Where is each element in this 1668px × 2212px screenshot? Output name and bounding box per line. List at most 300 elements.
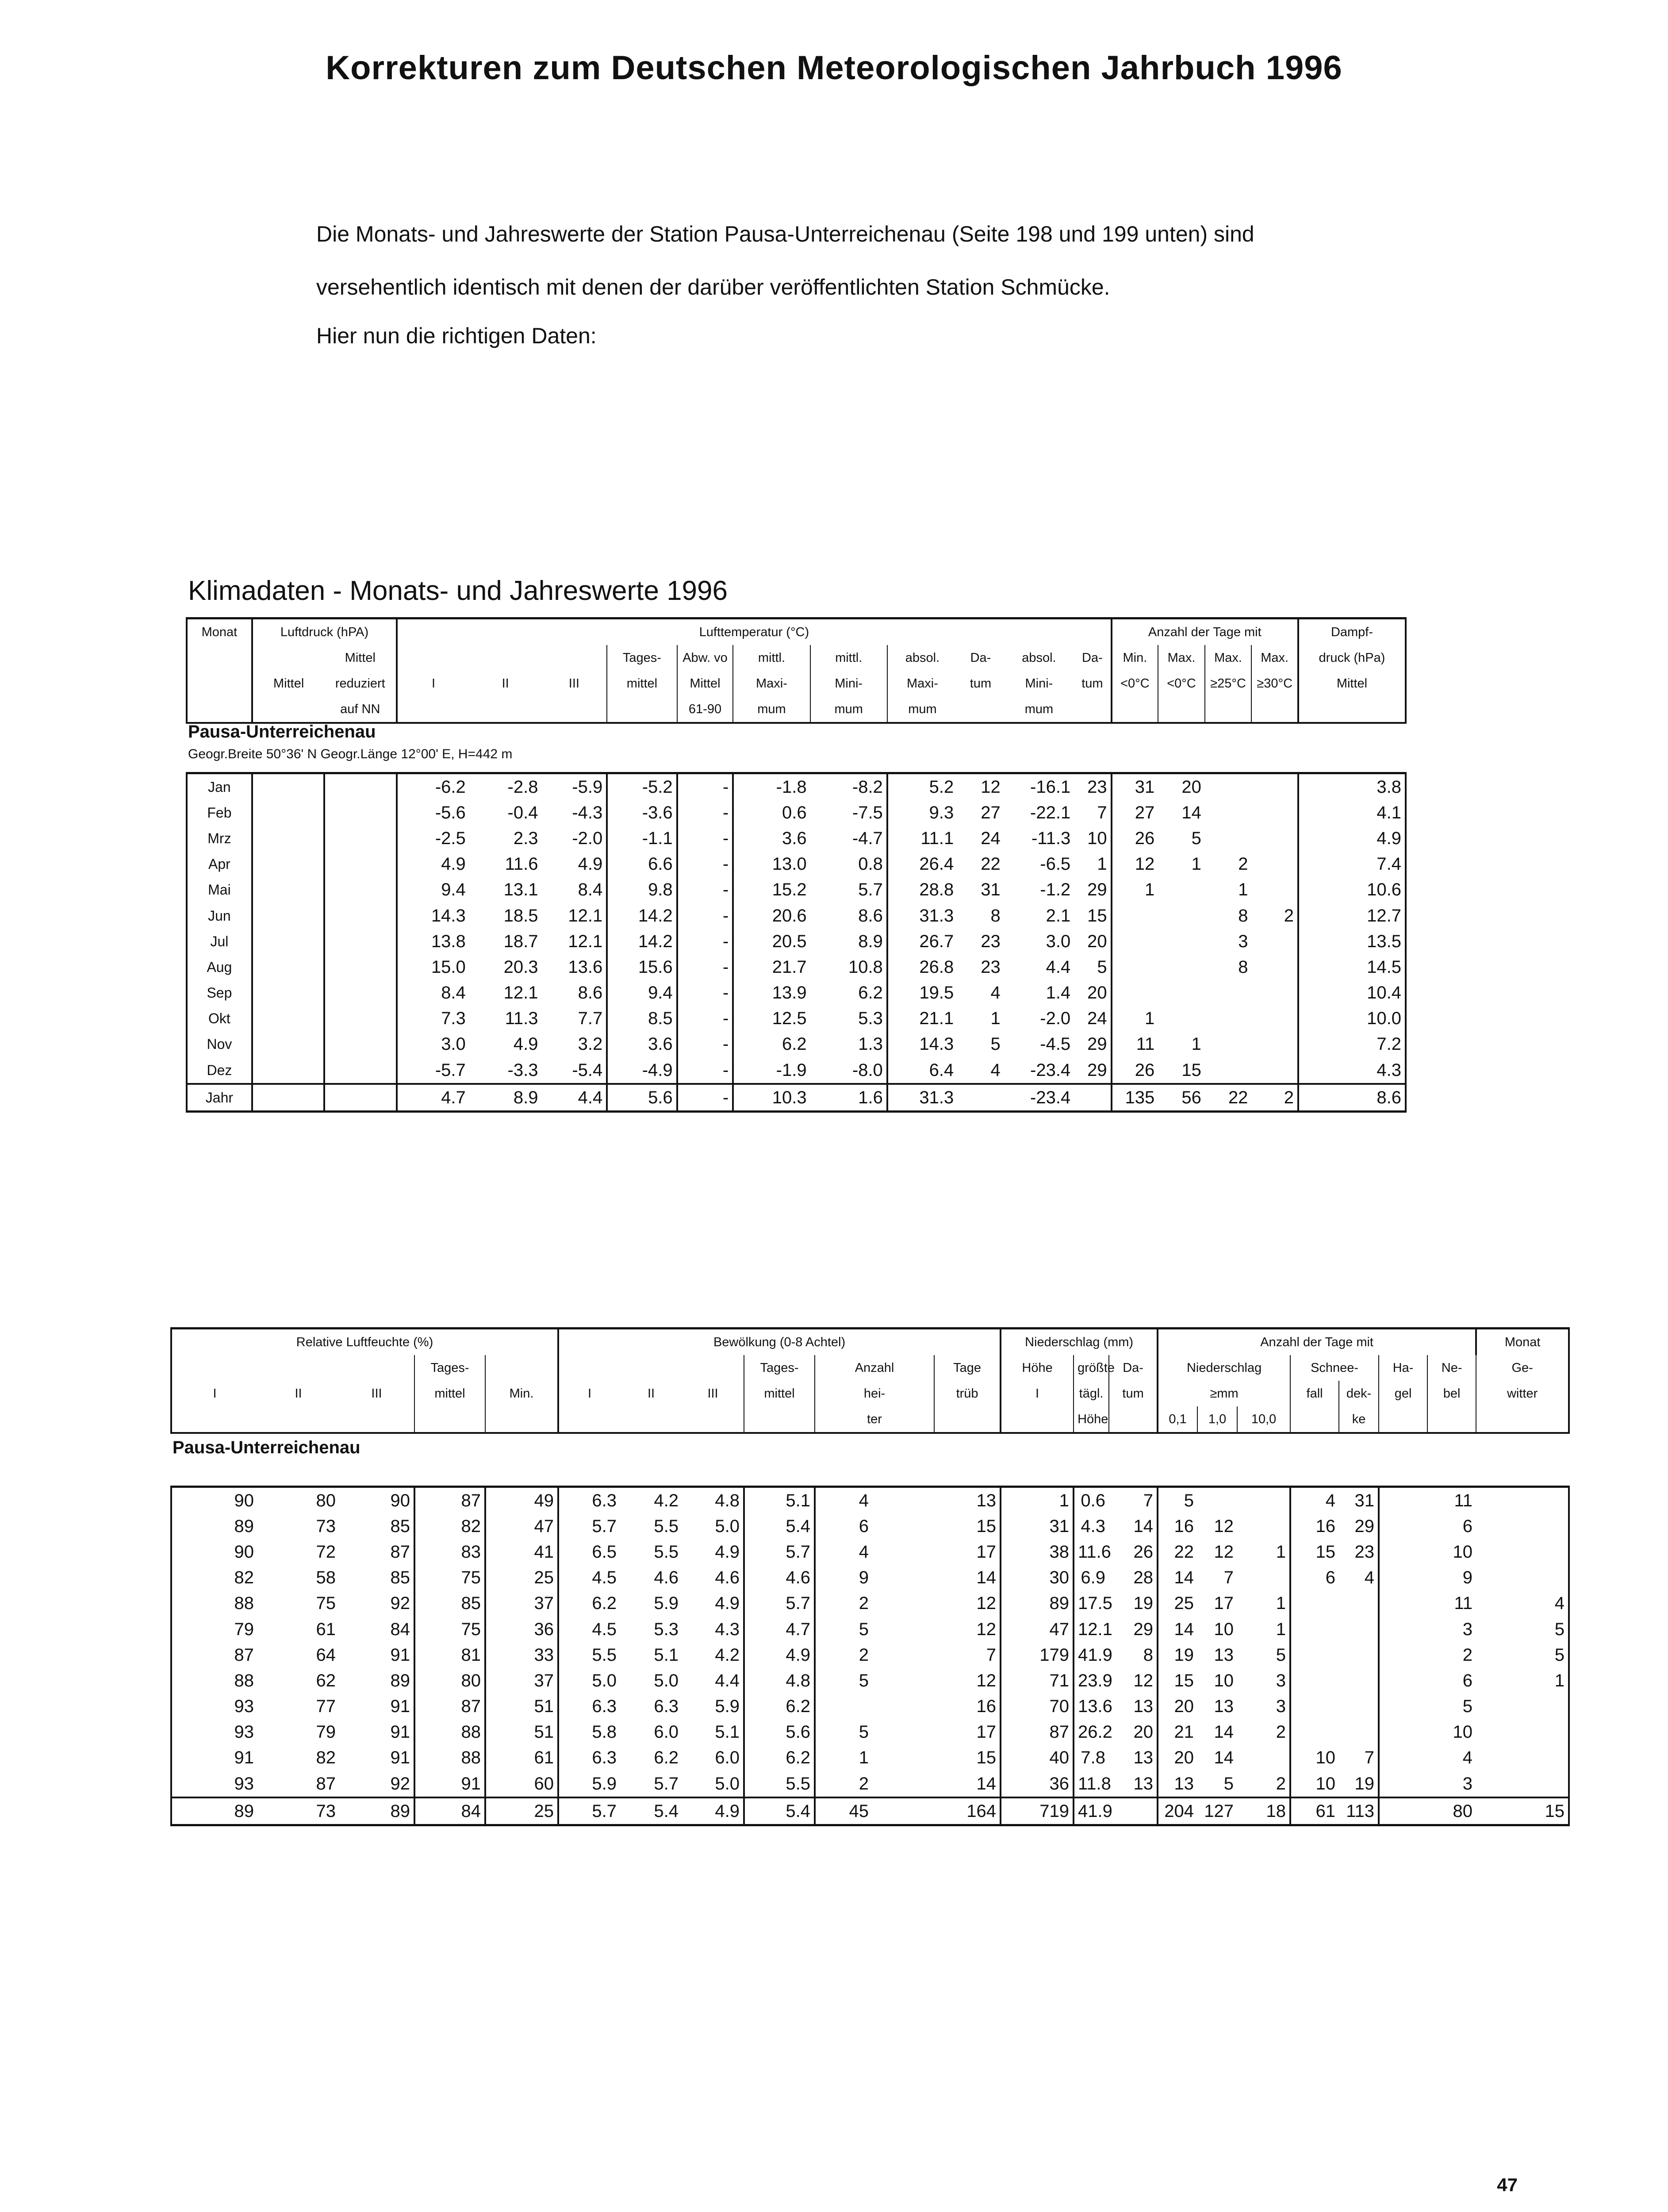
t1-station: Pausa-Unterreichenau [188,722,376,741]
cell-n100: 1 [1237,1539,1290,1565]
cell-sf: 10 [1315,1748,1335,1768]
cell-iii: 3.2 [541,1032,607,1057]
table-row [171,1565,1569,1591]
cell-m: Nov [187,1032,252,1057]
cell-ge [1476,1513,1569,1539]
cell-_x [872,1745,934,1771]
cell-n10: 7 [1223,1568,1234,1588]
table-row [187,1006,1406,1032]
cell-dp: 7.2 [1298,1032,1406,1057]
t1-h-ge30: ≥30°C [1251,671,1298,696]
cell-mn: 60 [485,1771,558,1797]
cell-gr: 23.9 [1078,1671,1112,1690]
cell-sf [1290,1617,1339,1642]
cell-d4 [1251,929,1298,954]
t2-h-witter: witter [1476,1381,1569,1406]
t1-h-i: I [397,671,469,696]
t2-h-bii: II [647,1386,655,1401]
cell-dmx: 24 [981,828,1001,848]
cell-abw: - [677,826,733,851]
t2-h-ge-mm: ≥mm [1158,1381,1290,1406]
table-row [171,1694,1569,1720]
cell-d2: 14 [1181,803,1201,822]
t1-h-monat: Monat [187,618,252,645]
cell-d3 [1205,773,1252,800]
cell-_a [252,852,325,877]
cell-btm: 6.2 [744,1745,815,1771]
cell-amx: 21.1 [919,1009,954,1029]
intro-line-1: Die Monats- und Jahreswerte der Station Pausa-Unterreichenau (Seite 198 und 199 unten) sind [316,222,1254,246]
cell-amn: -4.5 [1040,1034,1071,1054]
cell-sd [1339,1591,1379,1617]
cell-tm: -5.2 [607,773,677,800]
cell-tr: 13 [934,1487,1001,1514]
cell-dmn: 20 [1074,929,1111,954]
cell-i: -5.7 [435,1060,466,1080]
t1-h-abw: Abw. vo [677,645,733,671]
t1-h-da1: Da- [970,650,991,665]
cell-n01: 13 [1174,1774,1194,1793]
cell-_a [252,1032,325,1057]
cell-_a [252,903,325,929]
t1-h-tum1: tum [970,676,992,691]
cell-ne: 5 [1462,1697,1472,1717]
t2-h-hohe-i: I [1001,1381,1074,1406]
cell-dmn [1074,1084,1111,1112]
cell-ge: 4 [1476,1591,1569,1617]
cell-dmx: 4 [990,1060,1001,1080]
cell-dt: 20 [1109,1720,1158,1745]
cell-biii: 4.4 [682,1668,744,1694]
cell-ii: 20.3 [503,957,538,977]
table-row [187,826,1406,851]
cell-bii: 5.7 [654,1774,679,1793]
cell-d1: 26 [1135,828,1155,848]
cell-ii: 64 [316,1645,336,1665]
cell-nh: 719 [1001,1797,1074,1825]
t1-h-anzahl: Anzahl der Tage mit [1112,618,1298,645]
cell-bi: 5.0 [592,1671,617,1690]
cell-dp: 13.5 [1298,929,1406,954]
t1-h-absol2: absol. [1022,650,1056,665]
cell-bii: 5.9 [654,1594,679,1613]
cell-tr: 14 [934,1565,1001,1591]
cell-_a [252,1057,325,1084]
cell-mn: 8.6 [810,903,887,929]
cell-n100 [1237,1565,1290,1591]
cell-ne: 2 [1462,1645,1472,1665]
cell-_a [252,1084,325,1112]
cell-gr: 7.8 [1081,1748,1105,1768]
t1-h-ii: II [502,676,509,691]
cell-mx: 10.3 [733,1084,810,1112]
t1-station-geo: Geogr.Breite 50°36' N Geogr.Länge 12°00' E, H=442 m [188,747,513,761]
cell-amx: 26.4 [919,854,954,874]
cell-_x [872,1771,934,1797]
cell-biii: 4.6 [682,1565,744,1591]
cell-i: 88 [171,1668,257,1694]
t1-h-mum2: mum [810,696,887,723]
cell-tm: 87 [414,1694,485,1720]
cell-bii: 5.1 [654,1645,679,1665]
cell-mn: -4.7 [810,826,887,851]
cell-n10: 12 [1214,1516,1234,1536]
cell-ge [1476,1539,1569,1565]
t1-h-max1: Max. [1158,645,1205,671]
cell-iii: 91 [339,1694,414,1720]
cell-_b [324,929,397,954]
cell-dp: 10.4 [1298,980,1406,1006]
t2-h-tagl: tägl. [1074,1381,1109,1406]
t2-h-ha: Ha- [1379,1355,1427,1381]
cell-mx: 3.6 [782,828,807,848]
cell-d3: 1 [1238,880,1248,900]
cell-i: 93 [171,1771,257,1797]
cell-ii: 61 [316,1619,336,1639]
cell-d4: 2 [1251,1084,1298,1112]
cell-ii: 77 [316,1697,336,1717]
cell-_a [252,1006,325,1032]
cell-dmn: 10 [1074,826,1111,851]
cell-tm: 15.6 [607,954,677,980]
t2-h-monat: Monat [1476,1329,1569,1356]
cell-ii: -0.4 [507,803,538,822]
cell-n10: 14 [1214,1748,1234,1768]
cell-tm: 84 [414,1797,485,1825]
intro-line-2: versehentlich identisch mit denen der darüber veröffentlichten Station Schmücke. [316,275,1110,300]
t1-h-absol1: absol. [887,645,957,671]
cell-d2: 20 [1158,773,1205,800]
table2-body [170,1486,1570,1826]
cell-mx: -1.9 [776,1060,807,1080]
cell-d4 [1251,877,1298,903]
cell-biii: 5.0 [682,1771,744,1797]
cell-amx: 31.3 [919,906,954,926]
cell-m: Jul [187,929,252,954]
cell-_x [872,1617,934,1642]
cell-tr: 164 [934,1797,1001,1825]
cell-tm: 85 [414,1591,485,1617]
cell-_b [324,903,397,929]
cell-d1: 31 [1112,773,1158,800]
t2-h-t01: 0,1 [1158,1406,1197,1433]
cell-m: Aug [187,954,252,980]
cell-dmn: 29 [1074,1057,1111,1084]
cell-tr: 17 [934,1720,1001,1745]
cell-biii: 6.0 [682,1745,744,1771]
cell-abw: - [677,877,733,903]
cell-amn: -2.0 [1040,1009,1071,1029]
cell-n10 [1197,1487,1237,1514]
table-row [187,877,1406,903]
cell-d3 [1205,1057,1252,1084]
cell-ii: 12.1 [503,983,538,1003]
t1-h-tum2: tum [1081,676,1103,691]
t2-h-schnee: Schnee- [1290,1355,1379,1381]
t2-station: Pausa-Unterreichenau [173,1438,360,1457]
cell-i: 3.0 [441,1034,466,1054]
cell-btm: 5.4 [744,1797,815,1825]
cell-amx: 5.2 [887,773,957,800]
t2-h-i: I [171,1381,257,1406]
cell-mn: 1.3 [810,1032,887,1057]
cell-d4 [1251,1006,1298,1032]
cell-tm: 82 [414,1513,485,1539]
cell-n100: 5 [1237,1642,1290,1668]
cell-ha [1379,1771,1427,1797]
cell-amx: 26.8 [919,957,954,977]
cell-sd: 113 [1339,1797,1379,1825]
cell-iii: 4.9 [541,852,607,877]
t1-h-maxi2: Maxi- [887,671,957,696]
cell-d1 [1112,980,1158,1006]
cell-biii: 4.8 [682,1487,744,1514]
cell-mn: 1.6 [810,1084,887,1112]
cell-dmx: 31 [981,880,1001,900]
cell-mn: 51 [485,1694,558,1720]
t2-h-fall: fall [1290,1381,1339,1406]
cell-mn: 37 [485,1591,558,1617]
cell-sf: 15 [1315,1542,1335,1562]
cell-iii: -4.3 [541,800,607,826]
t1-h-max3: Max. [1251,645,1298,671]
table-row [187,903,1406,929]
t2-h-bew: Bewölkung (0-8 Achtel) [558,1329,1001,1356]
cell-bii: 5.3 [654,1619,679,1639]
cell-bii: 4.6 [654,1568,679,1588]
cell-dt: 13 [1109,1771,1158,1797]
t1-h-mum1: mum [733,696,810,723]
cell-_x [872,1694,934,1720]
cell-ii: 72 [316,1542,336,1562]
cell-btm: 4.9 [744,1642,815,1668]
cell-n01: 16 [1174,1516,1194,1536]
cell-d3 [1205,1006,1252,1032]
cell-ii: 82 [316,1748,336,1768]
t2-h-dek: dek- [1339,1381,1379,1406]
cell-i: 15.0 [431,957,466,977]
cell-sf [1290,1720,1339,1745]
cell-i: 8.4 [441,983,466,1003]
t2-h-ter: ter [815,1406,934,1433]
cell-mn: 6.2 [810,980,887,1006]
cell-mn: 25 [485,1797,558,1825]
cell-btm: 5.4 [744,1513,815,1539]
cell-iii: 90 [339,1487,414,1514]
cell-amx: 14.3 [919,1034,954,1054]
cell-iii: 87 [339,1539,414,1565]
cell-mx: 12.5 [772,1009,807,1029]
cell-i: 90 [171,1539,257,1565]
cell-bi: 6.2 [592,1594,617,1613]
table-row [187,1032,1406,1057]
cell-m: Okt [187,1006,252,1032]
cell-ne: 3 [1462,1774,1472,1793]
cell-_x [872,1539,934,1565]
cell-d3: 2 [1238,854,1248,874]
cell-ii: 58 [316,1568,336,1588]
t1-h-dampf: Dampf- [1298,618,1406,645]
cell-_x [872,1720,934,1745]
t2-h-hohe: Höhe [1001,1355,1074,1381]
cell-sf [1290,1694,1339,1720]
cell-ha [1379,1745,1427,1771]
cell-mx: 13.9 [772,983,807,1003]
t1-h-min: Min. [1112,645,1158,671]
cell-amn: 3.0 [1046,931,1071,951]
cell-dt: 29 [1109,1617,1158,1642]
cell-d2: 56 [1158,1084,1205,1112]
cell-d3: 22 [1205,1084,1252,1112]
cell-d4 [1251,852,1298,877]
cell-nh: 31 [1001,1513,1074,1539]
cell-n01: 20 [1174,1697,1194,1717]
table-row [171,1797,1569,1825]
cell-i: 89 [171,1513,257,1539]
cell-nh: 38 [1001,1539,1074,1565]
cell-amx: 19.5 [919,983,954,1003]
cell-i: -2.5 [435,828,466,848]
cell-he: 5 [859,1619,869,1639]
cell-_a [252,877,325,903]
cell-d1 [1112,903,1158,929]
t2-h-t10: 1,0 [1197,1406,1237,1433]
cell-mn: 36 [485,1617,558,1642]
cell-bi: 5.8 [592,1722,617,1742]
cell-i: 4.7 [397,1084,469,1112]
cell-dmn: 29 [1074,1032,1111,1057]
cell-tm: 8.5 [607,1006,677,1032]
cell-d2 [1158,980,1205,1006]
t1-h-mini2: Mini- [1025,676,1053,691]
table-row [187,1084,1406,1112]
cell-n100: 1 [1237,1617,1290,1642]
cell-mx: -1.8 [733,773,810,800]
cell-_b [324,826,397,851]
cell-n100 [1237,1513,1290,1539]
cell-dmx: 22 [981,854,1001,874]
cell-dt [1109,1797,1158,1825]
cell-iii: 84 [339,1617,414,1642]
table-row [187,980,1406,1006]
cell-sd: 4 [1339,1565,1379,1591]
cell-sd [1339,1668,1379,1694]
t2-h-tages: Tages- [414,1355,485,1381]
cell-sf [1290,1642,1339,1668]
cell-tm: 80 [414,1668,485,1694]
cell-abw: - [677,954,733,980]
cell-_a [252,980,325,1006]
cell-iii: 91 [339,1642,414,1668]
t1-h-lt0: <0°C [1112,671,1158,696]
table1-header [186,617,1407,724]
cell-sd [1339,1642,1379,1668]
cell-amx: 6.4 [929,1060,954,1080]
cell-tr: 12 [934,1617,1001,1642]
cell-n10: 10 [1214,1671,1234,1690]
intro-line-3: Hier nun die richtigen Daten: [316,323,597,348]
cell-mn: 5.3 [810,1006,887,1032]
cell-dt: 12 [1109,1668,1158,1694]
cell-biii: 4.3 [682,1617,744,1642]
cell-iii: 91 [339,1745,414,1771]
cell-i: -6.2 [397,773,469,800]
cell-dmn: 24 [1074,1006,1111,1032]
cell-ne: 10 [1453,1542,1472,1562]
cell-d2: 1 [1191,854,1201,874]
cell-sd: 31 [1339,1487,1379,1514]
cell-i: 4.9 [441,854,466,874]
cell-ii: 87 [316,1774,336,1793]
cell-i: 93 [171,1694,257,1720]
cell-mn: 0.8 [810,852,887,877]
cell-iii: 7.7 [541,1006,607,1032]
cell-nh: 30 [1001,1565,1074,1591]
cell-ha [1379,1591,1427,1617]
cell-abw: - [677,980,733,1006]
t1-h-reduziert: reduziert [335,676,385,691]
table-row [187,1057,1406,1084]
table-row [171,1771,1569,1797]
cell-n100: 3 [1237,1694,1290,1720]
cell-bi: 5.9 [592,1774,617,1793]
cell-btm: 6.2 [744,1694,815,1720]
table-row [171,1642,1569,1668]
t1-h-ge25: ≥25°C [1205,671,1252,696]
cell-bii: 5.0 [654,1671,679,1690]
cell-dmx: 12 [957,773,1004,800]
cell-dp: 12.7 [1298,903,1406,929]
cell-d2: 5 [1191,828,1201,848]
cell-bi: 6.5 [592,1542,617,1562]
cell-i: 13.8 [431,931,466,951]
cell-i: 91 [171,1745,257,1771]
cell-gr: 11.6 [1078,1542,1111,1562]
cell-biii: 4.9 [682,1797,744,1825]
cell-_b [324,954,397,980]
cell-mx: 0.6 [782,803,807,822]
cell-amn: -23.4 [1030,1060,1071,1080]
cell-he: 2 [859,1594,869,1613]
cell-ge [1476,1694,1569,1720]
cell-dp: 8.6 [1298,1084,1406,1112]
cell-ge: 1 [1476,1668,1569,1694]
cell-bi: 6.3 [592,1697,617,1717]
t2-h-ke: ke [1339,1406,1379,1433]
cell-n100 [1237,1745,1290,1771]
cell-sf: 16 [1315,1516,1335,1536]
cell-amn: -16.1 [1004,773,1074,800]
cell-mn: -7.5 [810,800,887,826]
cell-amn: 1.4 [1046,983,1071,1003]
table-row [187,954,1406,980]
t2-h-anzahl: Anzahl der Tage mit [1158,1329,1476,1356]
cell-sd [1339,1720,1379,1745]
cell-n01: 15 [1174,1671,1194,1690]
cell-ii: 18.5 [503,906,538,926]
cell-amn: -11.3 [1031,828,1071,848]
cell-i: 93 [171,1720,257,1745]
cell-ii: 73 [257,1797,339,1825]
cell-nh: 179 [1001,1642,1074,1668]
cell-tm: 3.6 [607,1032,677,1057]
cell-he: 1 [859,1748,869,1768]
cell-i: 79 [171,1617,257,1642]
cell-ii: -2.8 [469,773,542,800]
cell-abw: - [677,1032,733,1057]
cell-ha [1379,1617,1427,1642]
cell-ne: 6 [1462,1671,1472,1690]
